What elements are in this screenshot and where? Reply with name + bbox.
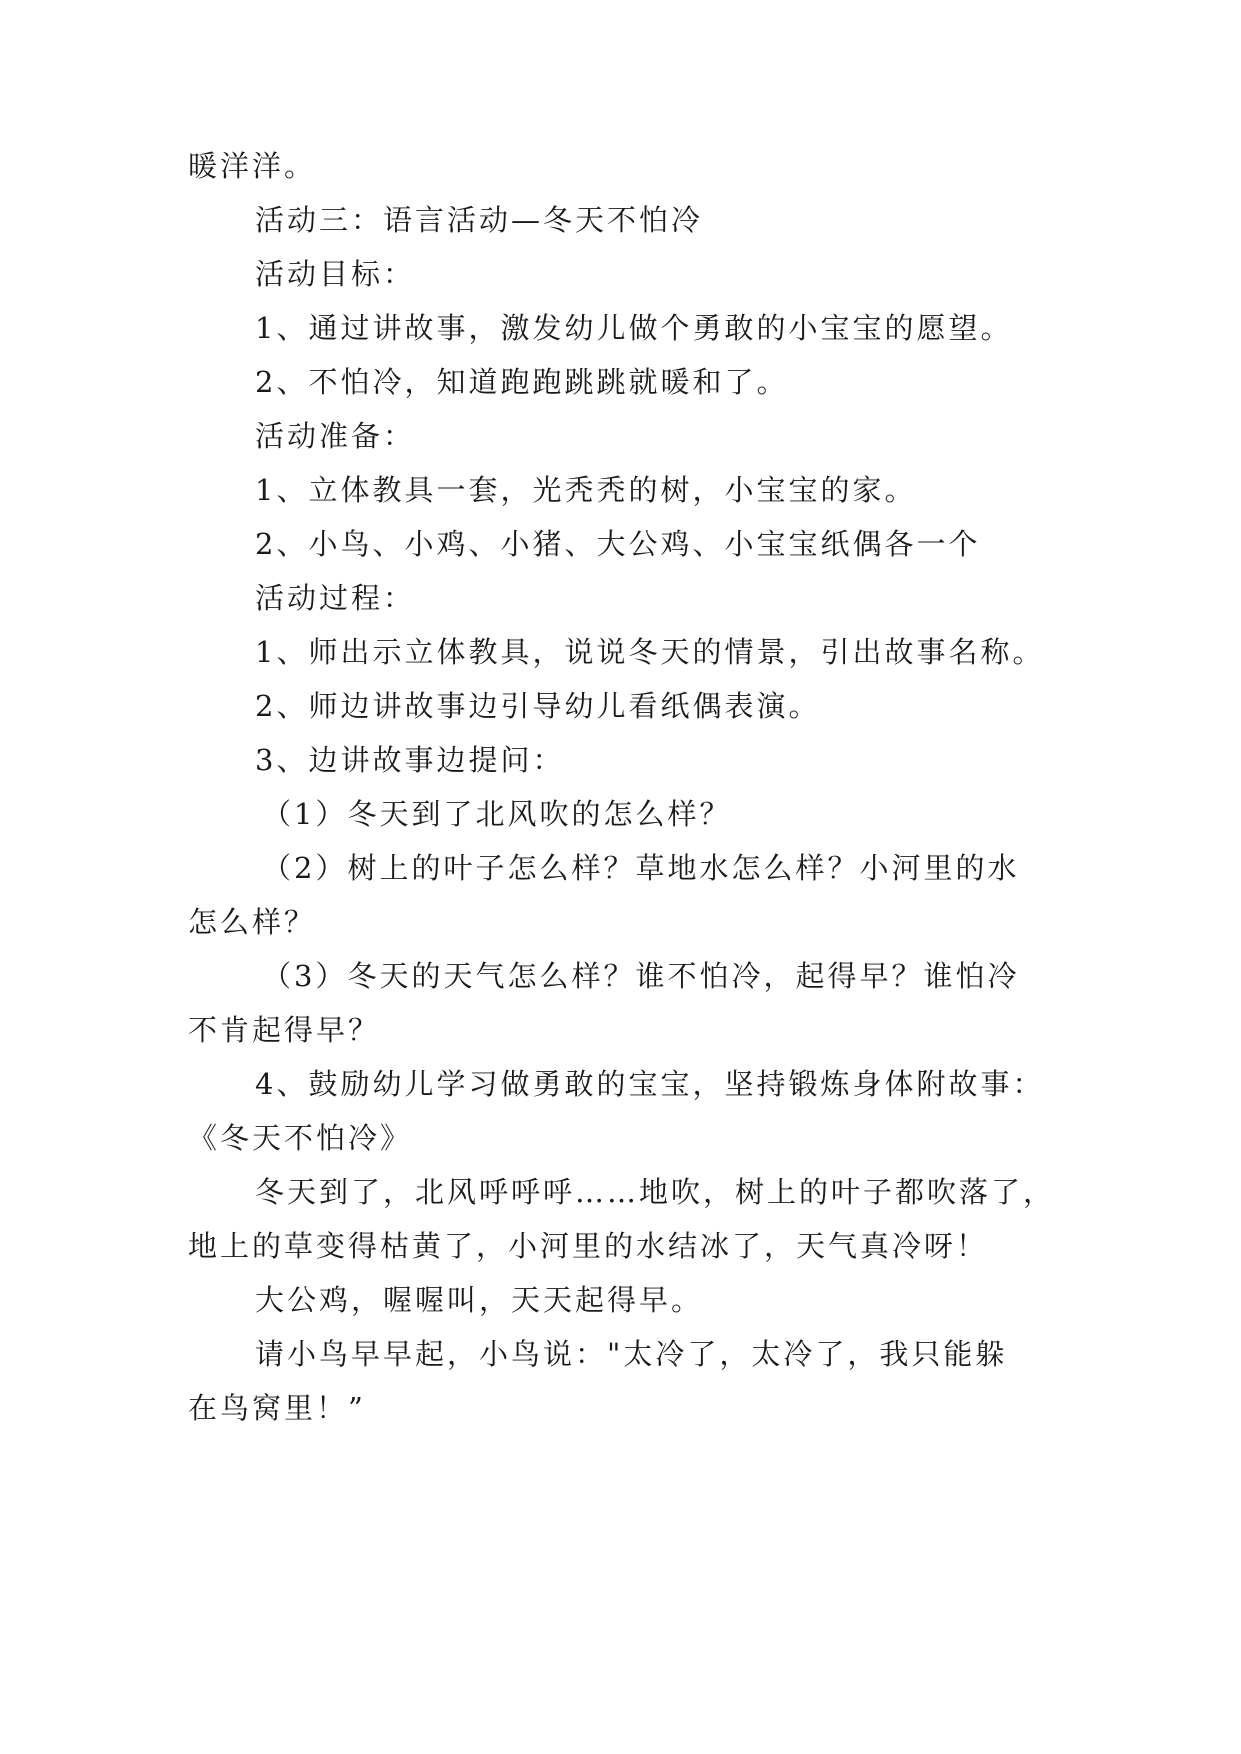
subsection-heading: 活动过程： [255, 581, 416, 615]
list-item: 1、师出示立体教具，说说冬天的情景，引出故事名称。 [255, 635, 1045, 669]
text-line: 暖洋洋。 [188, 149, 317, 183]
question-item: （2）树上的叶子怎么样？草地水怎么样？小河里的水 [262, 851, 1020, 885]
list-item: 1、通过讲故事，激发幼儿做个勇敢的小宝宝的愿望。 [255, 311, 1013, 345]
text-line: 地上的草变得枯黄了，小河里的水结冰了，天气真冷呀！ [188, 1229, 989, 1263]
list-item: 2、小鸟、小鸡、小猪、大公鸡、小宝宝纸偶各一个 [255, 527, 981, 561]
list-item: 2、不怕冷，知道跑跑跳跳就暖和了。 [255, 365, 789, 399]
list-item: 4、鼓励幼儿学习做勇敢的宝宝，坚持锻炼身体附故事： [255, 1067, 1045, 1101]
list-item: 1、立体教具一套，光秃秃的树，小宝宝的家。 [255, 473, 917, 507]
story-paragraph: 请小鸟早早起，小鸟说："太冷了，太冷了，我只能躲 [255, 1337, 1008, 1371]
story-paragraph: 冬天到了，北风呼呼呼……地吹，树上的叶子都吹落了， [255, 1175, 1056, 1209]
subsection-heading: 活动目标： [255, 257, 416, 291]
text-line: 怎么样？ [188, 905, 317, 939]
question-item: （1）冬天到了北风吹的怎么样？ [262, 797, 732, 831]
text-line: 不肯起得早？ [188, 1013, 381, 1047]
story-title: 《冬天不怕冷》 [188, 1121, 413, 1155]
story-paragraph: 大公鸡，喔喔叫，天天起得早。 [255, 1283, 704, 1317]
list-item: 3、边讲故事边提问： [255, 743, 565, 777]
subsection-heading: 活动准备： [255, 419, 416, 453]
question-item: （3）冬天的天气怎么样？谁不怕冷，起得早？谁怕冷 [262, 959, 1020, 993]
text-line: 在鸟窝里！” [188, 1391, 366, 1425]
list-item: 2、师边讲故事边引导幼儿看纸偶表演。 [255, 689, 821, 723]
section-heading: 活动三：语言活动—冬天不怕冷 [255, 203, 704, 237]
